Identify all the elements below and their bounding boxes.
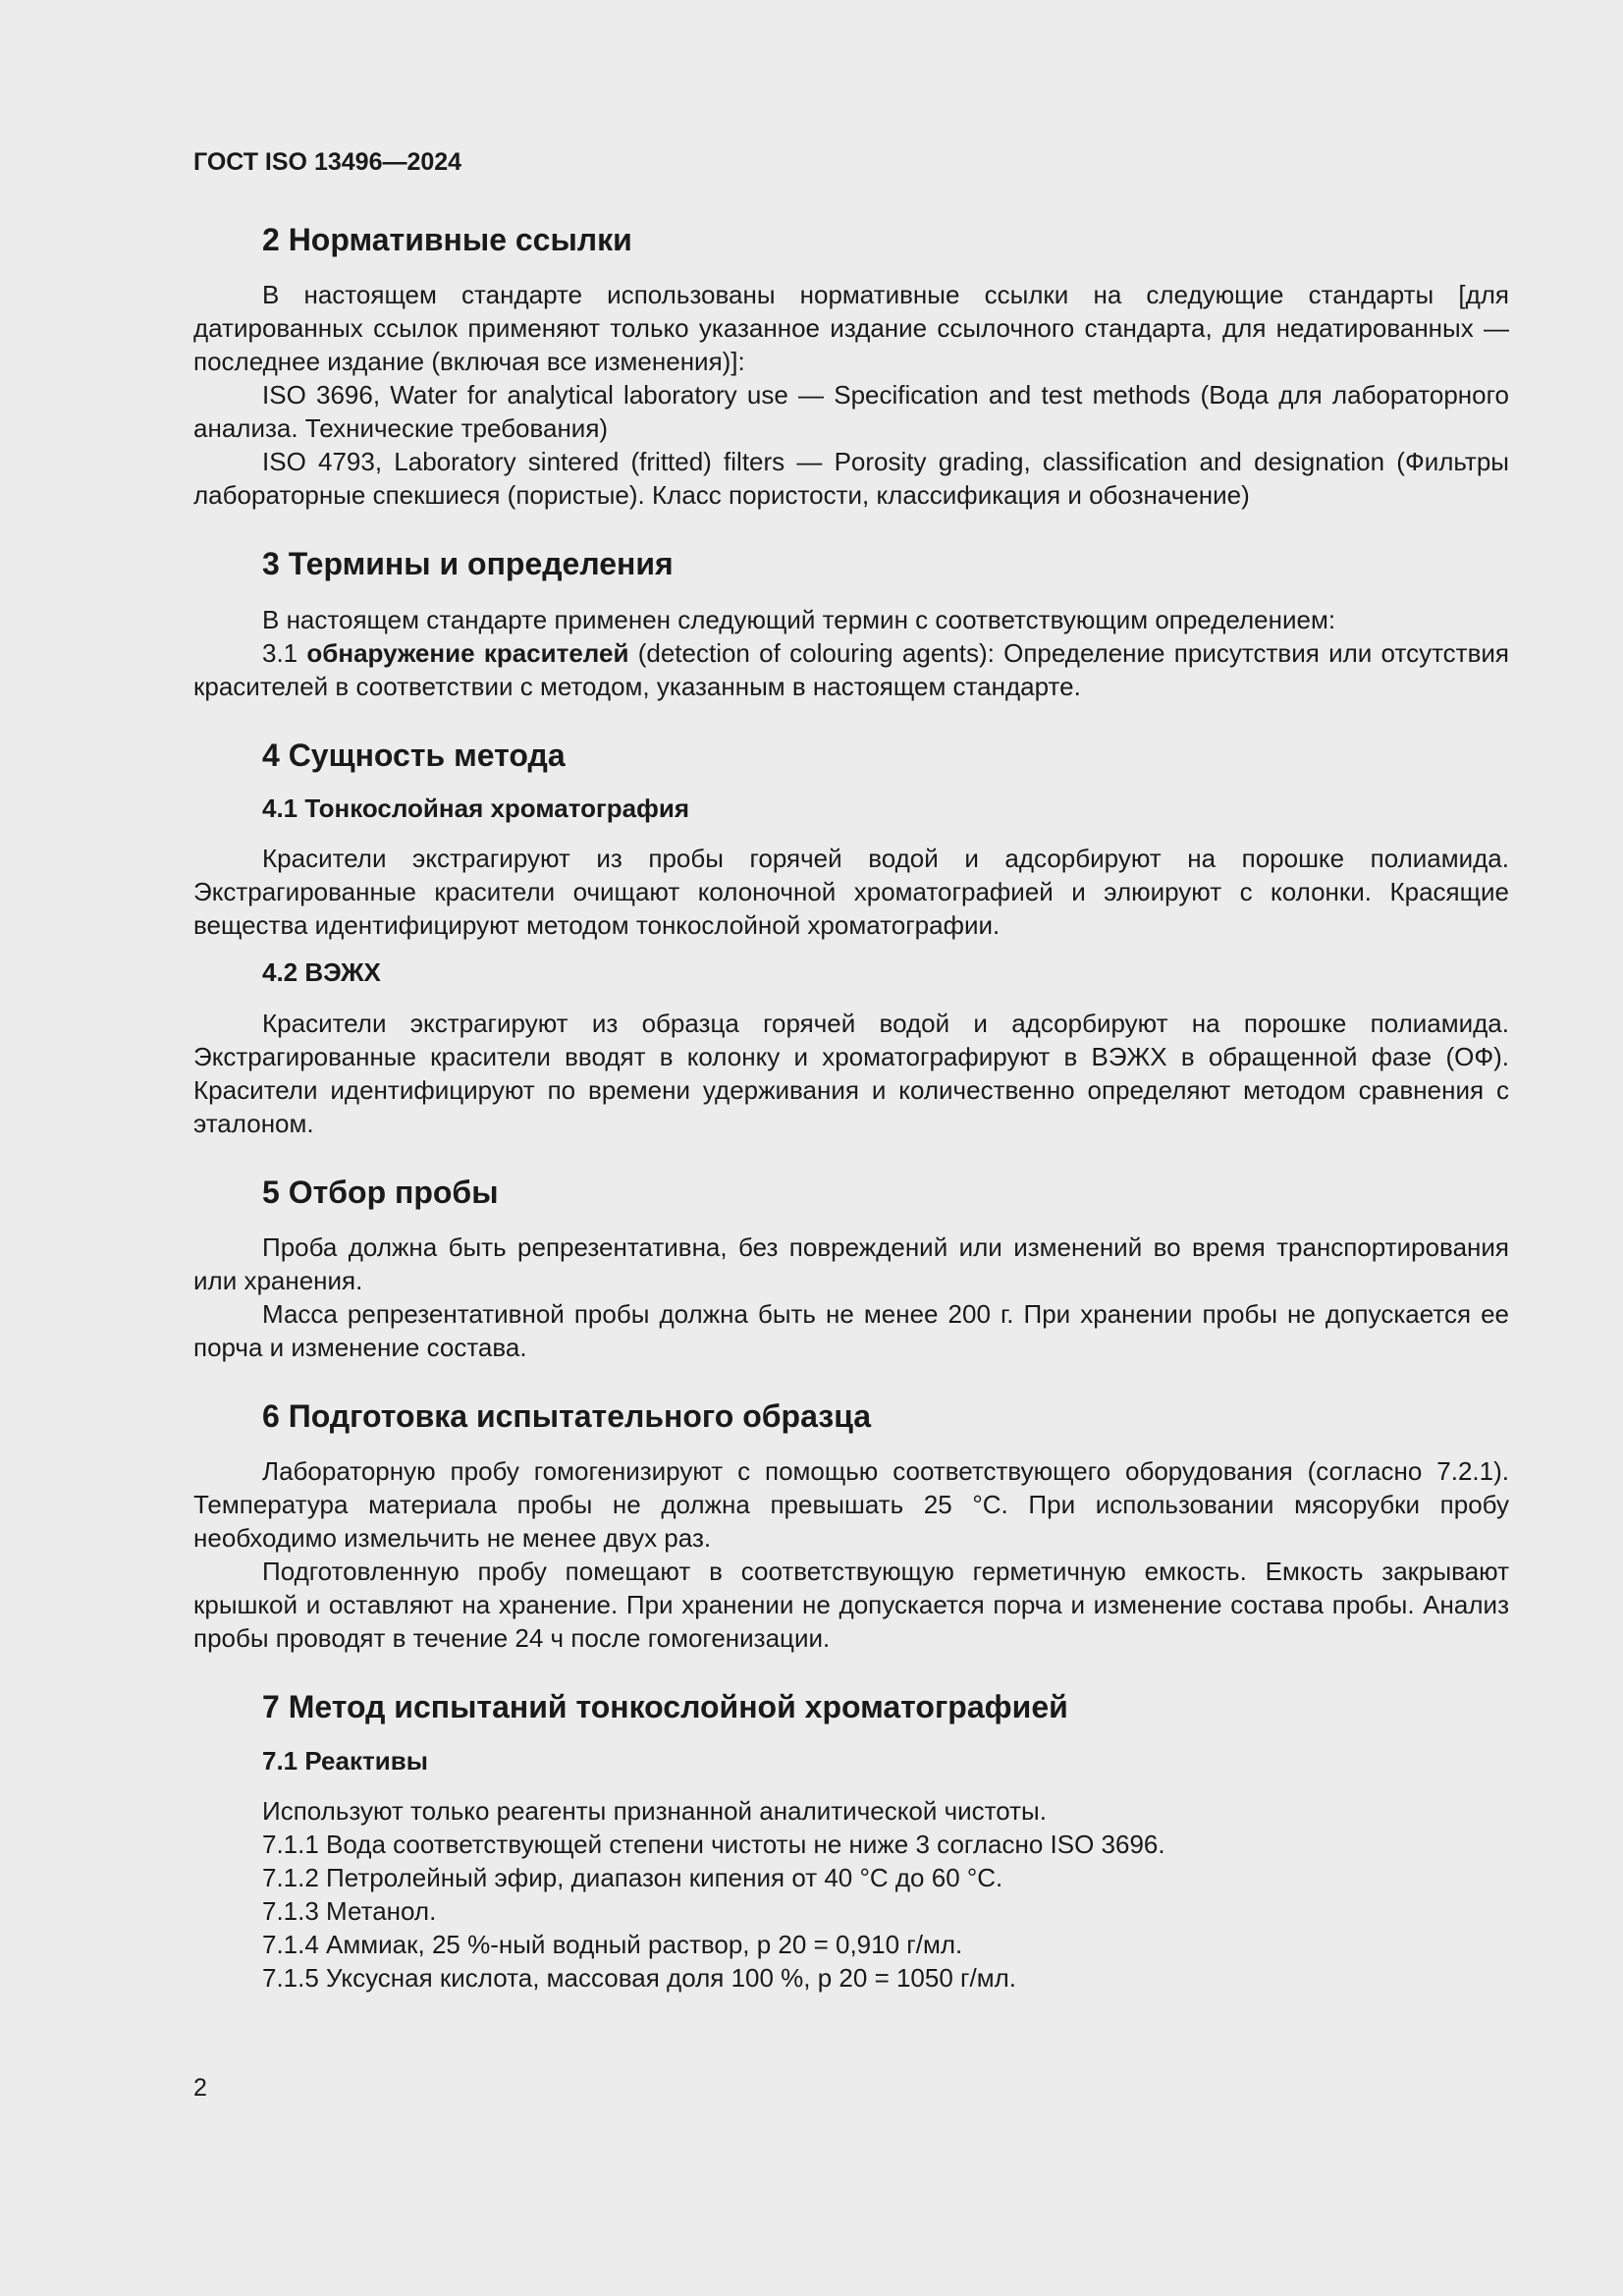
section-normative-references	[193, 221, 1509, 512]
paragraph: Используют только реагенты признанной аналитической чистоты.	[262, 1795, 1047, 1826]
reference-item: ISO 3696, Water for analytical laboratory use — Specification and test methods (Вода для лабораторного анализа. Технические требования)	[193, 380, 1509, 444]
section-title: 2 Нормативные ссылки	[262, 222, 632, 257]
section-method-essence	[193, 737, 1509, 1140]
list-item: 7.1.5 Уксусная кислота, массовая доля 100 %, р 20 = 1050 г/мл.	[262, 1962, 1017, 1993]
paragraph: Масса репрезентативной пробы должна быть не менее 200 г. При хранении пробы не допускается ее порча и изменение состава.	[193, 1298, 1509, 1362]
paragraph: В настоящем стандарте использованы нормативные ссылки на следующие стандарты [для датированных ссылок применяют только указанное издание ссылочного стандарта, для недатированных — последнее издание (включая все изменения)]:	[193, 280, 1509, 377]
paragraph: Проба должна быть репрезентативна, без повреждений или изменений во время транспортирования или хранения.	[193, 1231, 1509, 1295]
section-title: 3 Термины и определения	[262, 546, 674, 582]
section-sampling	[193, 1174, 1509, 1364]
paragraph: Красители экстрагируют из пробы горячей водой и адсорбируют на порошке полиамида. Экстрагированные красители очищают колоночной хроматографией и элюируют с колонки. Красящие вещества идентифицируют методом тонкослойной хроматографии.	[193, 844, 1509, 941]
list-item: 7.1.3 Метанол.	[262, 1895, 437, 1926]
term: обнаружение красителей	[306, 637, 629, 668]
section-tlc-method	[193, 1688, 1509, 1995]
term-definition	[193, 636, 1509, 703]
list-item: 7.1.1 Вода соответствующей степени чистоты не ниже 3 согласно ISO 3696.	[262, 1829, 1165, 1859]
paragraph: Лабораторную пробу гомогенизируют с помощью соответствующего оборудования (согласно 7.2.1). Температура материала пробы не должна превышать 25 °С. При использовании мясорубки пробу необходимо измельчить не менее двух раз.	[193, 1456, 1509, 1554]
document-header: ГОСТ ISO 13496—2024	[193, 148, 462, 176]
section-terms-definitions	[193, 545, 1509, 702]
list-item: 7.1.2 Петролейный эфир, диапазон кипения от 40 °С до 60 °С.	[262, 1862, 1003, 1892]
subsection-title: 4.1 Тонкослойная хроматография	[262, 793, 690, 824]
section-title: 4 Сущность метода	[262, 737, 566, 773]
paragraph: Красители экстрагируют из образца горячей водой и адсорбируют на порошке полиамида. Экстрагированные красители вводят в колонку и хроматографируют в ВЭЖХ в обращенной фазе (ОФ). Красители идентифицируют по времени удерживания и количественно определяют методом сравнения с эталоном.	[193, 1008, 1509, 1138]
subsection-title: 7.1 Реактивы	[262, 1745, 428, 1776]
subsection-title: 4.2 ВЭЖХ	[262, 957, 381, 988]
page-number: 2	[193, 2074, 207, 2102]
term-definition-text: (detection of colouring agents): Определение присутствия или отсутствия красителей в соответствии с методом, указанным в настоящем стандарте.	[193, 637, 1510, 701]
section-title: 6 Подготовка испытательного образца	[262, 1397, 872, 1434]
section-sample-preparation	[193, 1397, 1509, 1655]
list-item: 7.1.4 Аммиак, 25 %-ный водный раствор, р 20 = 0,910 г/мл.	[262, 1929, 963, 1959]
paragraph: Подготовленную пробу помещают в соответствующую герметичную емкость. Емкость закрывают крышкой и оставляют на хранение. При хранении не допускается порча и изменение состава пробы. Анализ пробы проводят в течение 24 ч после гомогенизации.	[193, 1557, 1509, 1654]
term-number: 3.1	[262, 637, 307, 668]
section-title: 5 Отбор пробы	[262, 1174, 499, 1210]
paragraph: В настоящем стандарте применен следующий термин с соответствующим определением:	[262, 604, 1336, 634]
reference-item: ISO 4793, Laboratory sintered (fritted) filters — Porosity grading, classification and designation (Фильтры лабораторные спекшиеся (пористые). Класс пористости, классификация и обозначение)	[193, 447, 1509, 511]
section-title: 7 Метод испытаний тонкослойной хроматографией	[262, 1689, 1068, 1725]
